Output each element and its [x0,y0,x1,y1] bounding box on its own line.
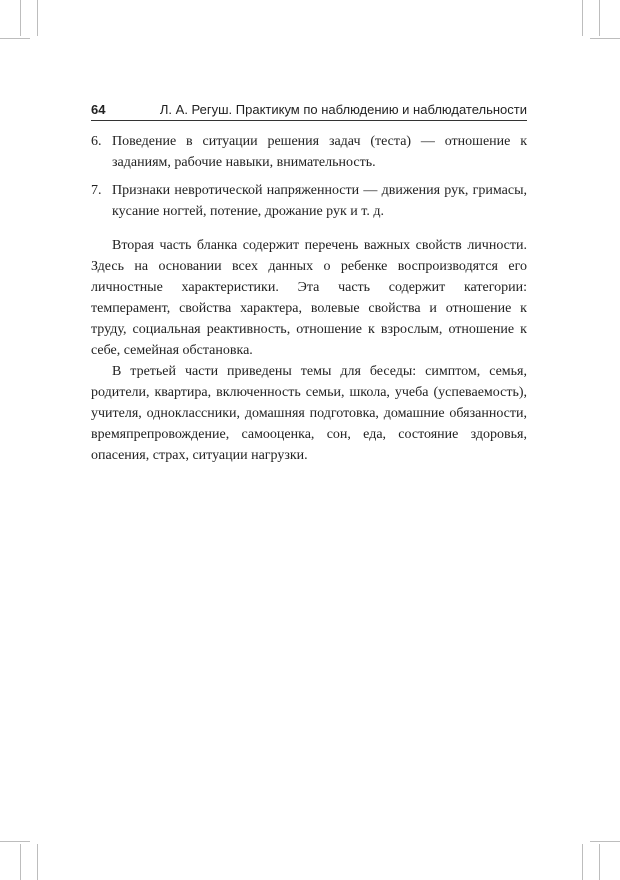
page-body [91,131,527,466]
running-title: Л. А. Регуш. Практикум по наблюдению и наблюдательности [159,102,527,117]
list-item-number: 7. [91,183,102,198]
crop-mark-top-right-inner [599,0,600,36]
crop-mark-top-left [20,0,21,36]
crop-mark-bottom-left [20,844,21,880]
crop-mark-top-left-h [0,38,30,39]
crop-mark-bottom-right-h [590,841,620,842]
crop-mark-bottom-left-h [0,841,30,842]
list-item [91,131,527,173]
crop-mark-top-right [582,0,583,36]
crop-mark-bottom-left-inner [37,844,38,880]
paragraph: Вторая часть бланка содержит перечень важных свойств личности. Здесь на основании всех данных о ребенке воспроизводятся его личностные характеристики. Эта часть содержит категории: темперамент, свойства характера, волевые свойства и отношение к труду, социальная реактивность, отношение к взрослым, отношение к себе, семейная обстановка. [91,238,527,358]
list-item-text: Признаки невротической напряженности — движения рук, гримасы, кусание ногтей, потение, дрожание рук и т. д. [112,183,527,219]
list-item-number: 6. [91,134,102,149]
paragraph: В третьей части приведены темы для беседы: симптом, семья, родители, квартира, включенность семьи, школа, учеба (успеваемость), учителя, одноклассники, домашняя подготовка, домашние обязанности, времяпрепровождение, самооценка, сон, еда, состояние здоровья, опасения, страх, ситуации нагрузки. [91,364,527,463]
crop-mark-top-right-h [590,38,620,39]
crop-mark-bottom-right [582,844,583,880]
page-number: 64 [91,102,106,117]
crop-mark-bottom-right-inner [599,844,600,880]
page-header [91,98,527,121]
list-item-text: Поведение в ситуации решения задач (теста) — отношение к заданиям, рабочие навыки, внимательность. [112,134,527,170]
crop-mark-top-left-inner [37,0,38,36]
list-item [91,180,527,222]
